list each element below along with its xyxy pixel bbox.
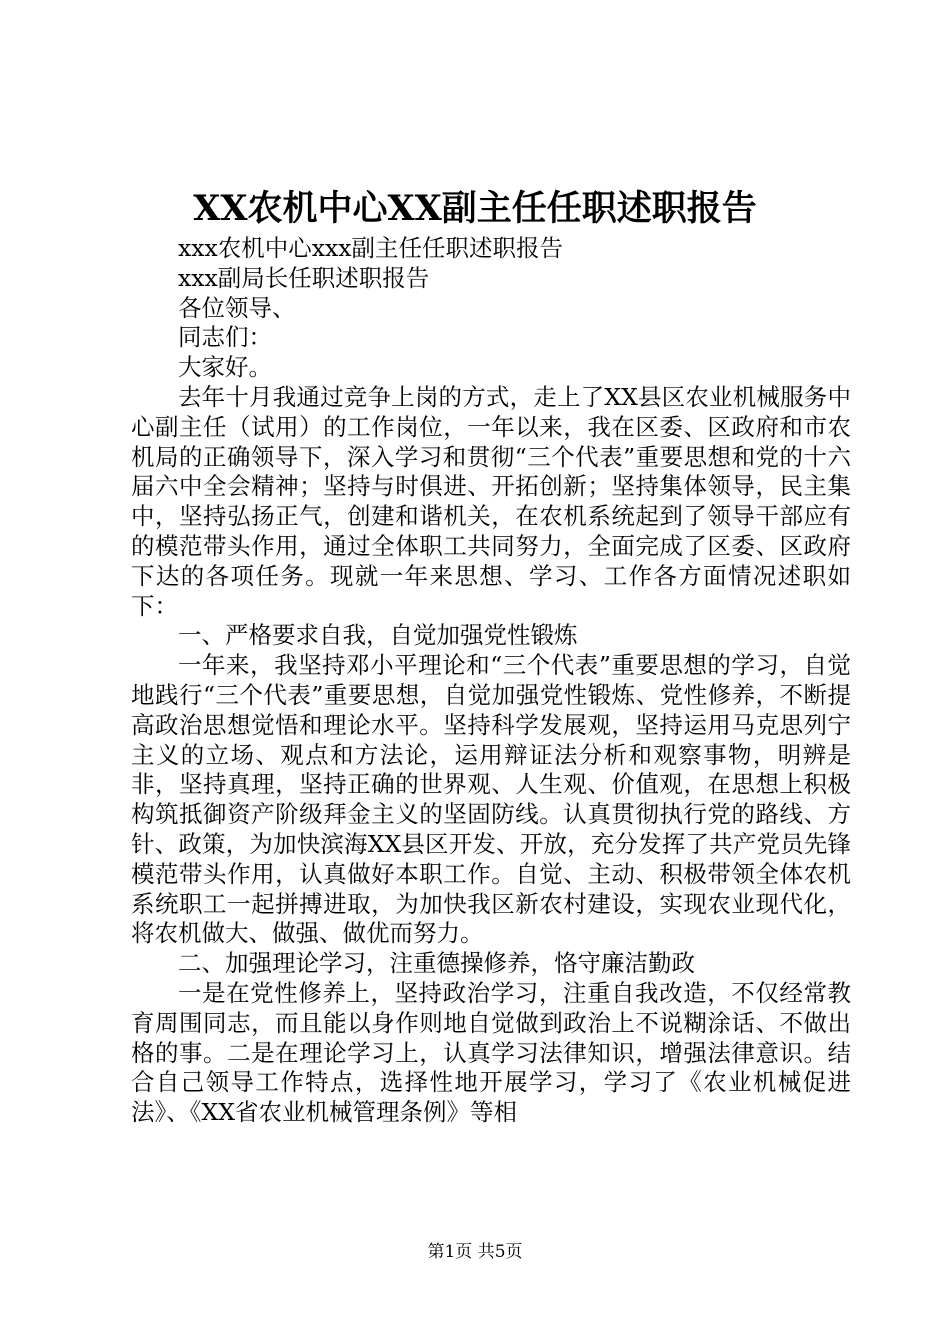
- page-footer: 第1页 共5页: [427, 1242, 523, 1262]
- paragraph: 一是在党性修养上，坚持政治学习，注重自我改造，不仅经常教育周围同志，而且能以身作则地自觉做到政治上不说糊涂话、不做出格的事。二是在理论学习上，认真学习法律知识，增强法律意识。结合自己领导工作特点，选择性地开展学习，学习了《农业机械促进法》、《XX省农业机械管理条例》等相: [131, 978, 851, 1127]
- paragraph: xxx农机中心xxx副主任任职述职报告: [178, 234, 564, 262]
- paragraph: 大家好。: [178, 353, 272, 382]
- document-title: XX农机中心XX副主任任职述职报告: [193, 188, 757, 229]
- section-heading: 一、严格要求自我，自觉加强党性锻炼: [178, 621, 578, 650]
- paragraph: 同志们：: [178, 323, 272, 352]
- section-heading: 二、加强理论学习，注重德操修养，恪守廉洁勤政: [178, 949, 695, 978]
- document-body: [131, 234, 851, 1128]
- paragraph: 一年来，我坚持邓小平理论和“三个代表”重要思想的学习，自觉地践行“三个代表”重要思想，自觉加强党性锻炼、党性修养，不断提高政治思想觉悟和理论水平。坚持科学发展观，坚持运用马克思列宁主义的立场、观点和方法论，运用辩证法分析和观察事物，明辨是非，坚持真理，坚持正确的世界观、人生观、价值观，在思想上积极构筑抵御资产阶级拜金主义的坚固防线。认真贯彻执行党的路线、方针、政策，为加快滨海XX县区开发、开放，充分发挥了共产党员先锋模范带头作用，认真做好本职工作。自觉、主动、积极带领全体农机系统职工一起拼搏进取，为加快我区新农村建设，实现农业现代化，将农机做大、做强、做优而努力。: [131, 651, 851, 948]
- paragraph: 去年十月我通过竞争上岗的方式，走上了XX县区农业机械服务中心副主任（试用）的工作岗位，一年以来，我在区委、区政府和市农机局的正确领导下，深入学习和贯彻“三个代表”重要思想和党的十六届六中全会精神；坚持与时俱进、开拓创新；坚持集体领导，民主集中，坚持弘扬正气，创建和谐机关，在农机系统起到了领导干部应有的模范带头作用，通过全体职工共同努力，全面完成了区委、区政府下达的各项任务。现就一年来思想、学习、工作各方面情况述职如下：: [131, 382, 851, 620]
- paragraph: xxx副局长任职述职报告: [178, 263, 430, 292]
- paragraph: 各位领导、: [178, 293, 296, 322]
